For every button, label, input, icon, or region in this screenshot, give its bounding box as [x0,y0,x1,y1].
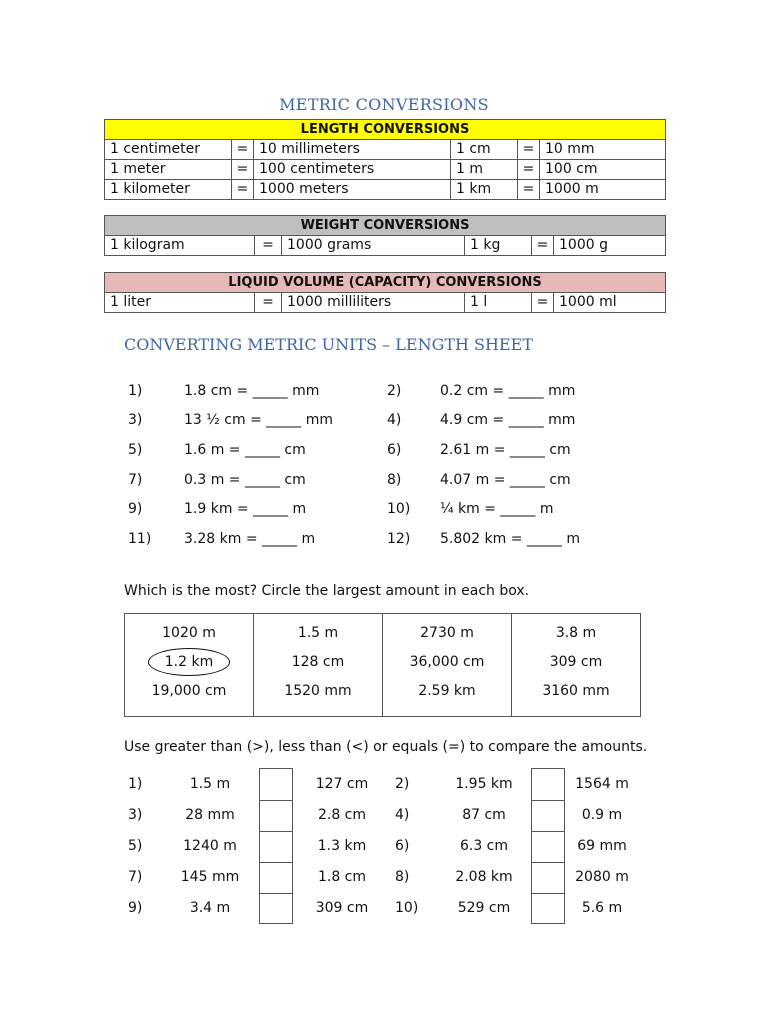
table-cell: 1000 grams [282,236,465,256]
problem-number: 10) [387,501,411,517]
problem-text: 4.9 cm = _____ mm [440,412,576,428]
problem-text: 5.802 km = _____ m [440,531,580,547]
table-cell: 1000 meters [254,180,451,200]
table-cell: 1 liter [105,293,255,313]
problem-text: 3.28 km = _____ m [184,531,316,547]
compare-left: 529 cm [457,900,511,916]
problem-text: 0.2 cm = _____ mm [440,383,576,399]
table-row [105,293,666,313]
answer-divider [260,862,292,863]
table-cell: 1000 g [554,236,666,256]
table-cell: 1000 milliliters [282,293,465,313]
problem-number: 6) [387,442,402,458]
compare-left: 28 mm [185,807,235,823]
liquid-conversions-table [104,272,666,313]
table-cell: 1 kilogram [105,236,255,256]
problem-text: 13 ½ cm = _____ mm [184,412,333,428]
box-item: 2.59 km [418,683,476,699]
table-cell: 1 kilometer [105,180,232,200]
equals-cell: = [532,293,554,313]
compare-number: 6) [395,838,410,854]
table-cell: 1000 ml [554,293,666,313]
length-conversions-table [104,119,666,200]
table-cell: 1 km [451,180,518,200]
compare-number: 3) [128,807,143,823]
box-item: 1020 m [162,625,216,641]
length-header: LENGTH CONVERSIONS [105,120,666,140]
answer-divider [532,862,564,863]
answer-column-left [259,768,293,924]
problem-number: 8) [387,472,402,488]
compare-number: 2) [395,776,410,792]
most-boxes-table [124,613,641,717]
compare-number: 1) [128,776,143,792]
problem-number: 3) [128,412,143,428]
problem-text: 1.6 m = _____ cm [184,442,306,458]
compare-right: 69 mm [577,838,627,854]
table-cell: 1 l [465,293,532,313]
compare-number: 4) [395,807,410,823]
table-cell: 1 kg [465,236,532,256]
comparison-box [383,614,512,717]
compare-left: 1.5 m [189,776,231,792]
problem-text: 1.9 km = _____ m [184,501,307,517]
answer-divider [260,800,292,801]
compare-left: 2.08 km [455,869,513,885]
problem-text: 0.3 m = _____ cm [184,472,306,488]
box-item: 309 cm [549,654,603,670]
problem-number: 5) [128,442,143,458]
answer-divider [532,893,564,894]
table-cell: 1 cm [451,140,518,160]
problem-number: 11) [128,531,152,547]
equals-cell: = [232,140,254,160]
compare-right: 127 cm [315,776,369,792]
compare-right: 1.3 km [317,838,367,854]
comparison-box [512,614,641,717]
compare-number: 7) [128,869,143,885]
box-item: 36,000 cm [409,654,485,670]
answer-divider [532,800,564,801]
problem-number: 2) [387,383,402,399]
compare-right: 0.9 m [581,807,623,823]
compare-left: 3.4 m [189,900,231,916]
most-instruction: Which is the most? Circle the largest amount in each box. [124,583,530,599]
problem-text: ¼ km = _____ m [440,501,554,517]
compare-right: 5.6 m [581,900,623,916]
answer-divider [260,893,292,894]
table-row [105,140,666,160]
table-cell: 10 mm [540,140,666,160]
equals-cell: = [232,180,254,200]
answer-divider [260,831,292,832]
compare-number: 8) [395,869,410,885]
compare-right: 2.8 cm [317,807,367,823]
weight-header: WEIGHT CONVERSIONS [105,216,666,236]
equals-cell: = [518,180,540,200]
problem-number: 12) [387,531,411,547]
comparison-box [125,614,254,717]
equals-cell: = [255,293,282,313]
problem-number: 1) [128,383,143,399]
box-item: 2730 m [420,625,474,641]
table-row [105,180,666,200]
answer-column-right [531,768,565,924]
box-item: 3160 mm [542,683,610,699]
box-item: 1520 mm [284,683,352,699]
box-item: 1.5 m [297,625,339,641]
equals-cell: = [518,140,540,160]
compare-instruction: Use greater than (>), less than (<) or equals (=) to compare the amounts. [124,739,648,755]
table-cell: 100 centimeters [254,160,451,180]
problem-text: 2.61 m = _____ cm [440,442,571,458]
table-cell: 1000 m [540,180,666,200]
compare-left: 6.3 cm [459,838,509,854]
compare-left: 87 cm [462,807,506,823]
answer-divider [532,831,564,832]
compare-number: 10) [395,900,419,916]
box-item: 19,000 cm [151,683,227,699]
circled-answer: 1.2 km [148,648,230,676]
problem-number: 9) [128,501,143,517]
compare-right: 309 cm [315,900,369,916]
liquid-header: LIQUID VOLUME (CAPACITY) CONVERSIONS [105,273,666,293]
problem-number: 4) [387,412,402,428]
compare-number: 9) [128,900,143,916]
table-cell: 100 cm [540,160,666,180]
equals-cell: = [518,160,540,180]
table-cell: 1 centimeter [105,140,232,160]
compare-right: 1564 m [575,776,629,792]
equals-cell: = [532,236,554,256]
table-row [105,160,666,180]
table-cell: 1 m [451,160,518,180]
compare-number: 5) [128,838,143,854]
table-row [105,236,666,256]
equals-cell: = [232,160,254,180]
equals-cell: = [255,236,282,256]
compare-right: 2080 m [575,869,629,885]
problem-text: 1.8 cm = _____ mm [184,383,320,399]
compare-right: 1.8 cm [317,869,367,885]
problem-number: 7) [128,472,143,488]
page-title: METRIC CONVERSIONS [279,95,489,114]
section-title: CONVERTING METRIC UNITS – LENGTH SHEET [124,335,533,354]
weight-conversions-table [104,215,666,256]
compare-left: 1.95 km [455,776,513,792]
problem-text: 4.07 m = _____ cm [440,472,571,488]
table-cell: 1 meter [105,160,232,180]
table-cell: 10 millimeters [254,140,451,160]
compare-left: 1240 m [183,838,237,854]
comparison-box [254,614,383,717]
box-item: 3.8 m [555,625,597,641]
compare-left: 145 mm [180,869,240,885]
box-item: 128 cm [291,654,345,670]
